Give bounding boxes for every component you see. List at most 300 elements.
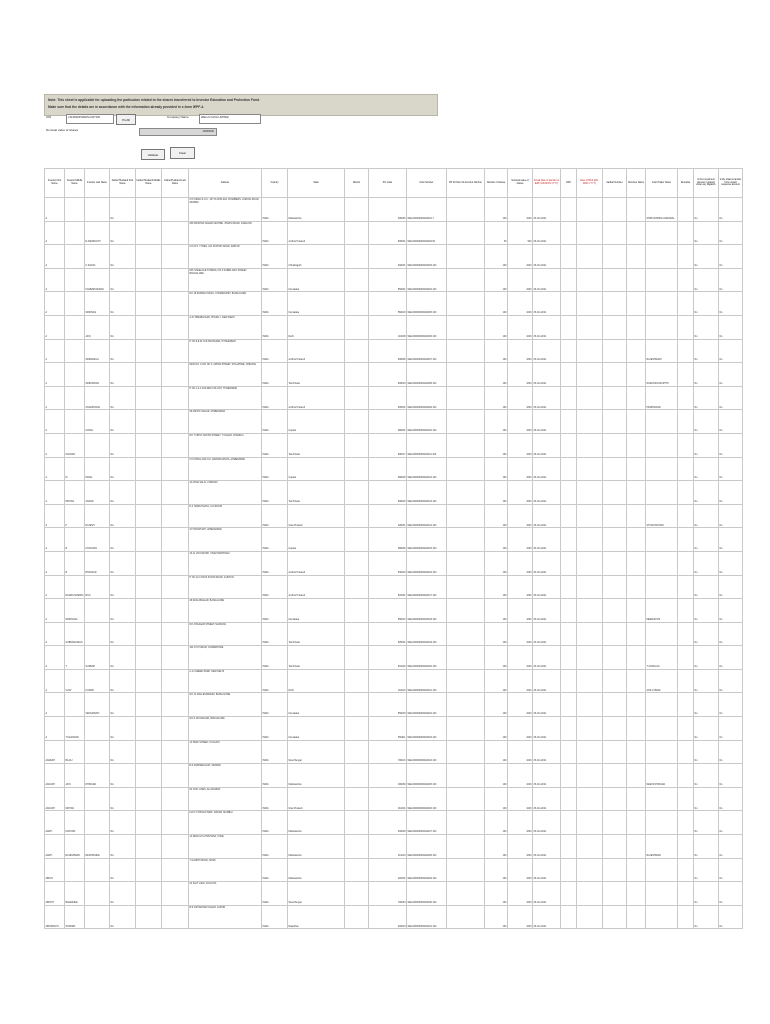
table-cell[interactable]	[561, 599, 577, 623]
table-cell[interactable]: No	[719, 811, 743, 835]
table-cell[interactable]	[627, 599, 646, 623]
table-cell[interactable]	[162, 315, 189, 339]
table-cell[interactable]: 1000	[508, 363, 533, 387]
table-cell[interactable]: INDIA	[262, 504, 288, 528]
table-cell[interactable]	[162, 481, 189, 505]
table-cell[interactable]: 560010	[369, 599, 407, 623]
table-cell[interactable]	[136, 858, 162, 882]
table-cell[interactable]: WEL0000000000A0005 100	[407, 292, 447, 316]
table-cell[interactable]: 25-Oct-2021	[533, 835, 561, 859]
table-cell[interactable]	[345, 504, 369, 528]
table-cell[interactable]: INDIA	[262, 363, 288, 387]
table-cell[interactable]: 25-Oct-2021	[533, 858, 561, 882]
table-cell[interactable]: NA	[110, 646, 136, 670]
table-cell[interactable]	[447, 410, 485, 434]
table-cell[interactable]	[646, 457, 678, 481]
table-cell[interactable]: 48 RAJAJINAGAR, BANGALORE	[189, 599, 262, 623]
table-cell[interactable]: Uttar Pradesh	[288, 504, 345, 528]
table-cell[interactable]	[603, 457, 627, 481]
table-cell[interactable]: 100	[485, 504, 508, 528]
table-cell[interactable]	[65, 410, 85, 434]
table-cell[interactable]	[646, 693, 678, 717]
cin-field[interactable]	[66, 114, 114, 124]
table-cell[interactable]: 1000	[508, 811, 533, 835]
table-cell[interactable]	[136, 457, 162, 481]
table-cell[interactable]	[646, 811, 678, 835]
table-cell[interactable]	[603, 622, 627, 646]
table-cell[interactable]	[577, 622, 603, 646]
table-cell[interactable]: NA	[110, 787, 136, 811]
table-cell[interactable]: NO 3 BAZAAR STREET, MADURAI	[189, 622, 262, 646]
table-cell[interactable]	[447, 693, 485, 717]
table-cell[interactable]: PRABHAKAR	[646, 386, 678, 410]
table-cell[interactable]	[561, 268, 577, 292]
table-cell[interactable]: 100	[485, 481, 508, 505]
table-cell[interactable]: 1000	[508, 575, 533, 599]
table-cell[interactable]	[162, 433, 189, 457]
table-cell[interactable]	[561, 764, 577, 788]
table-cell[interactable]: 7 GANDHI ROAD, NASIK	[189, 858, 262, 882]
table-cell[interactable]	[646, 433, 678, 457]
table-cell[interactable]: INDIA	[262, 292, 288, 316]
table-cell[interactable]: WEL0000000000A0007 100	[407, 339, 447, 363]
table-cell[interactable]: No	[694, 693, 719, 717]
table-cell[interactable]: No	[694, 764, 719, 788]
table-cell[interactable]: 25-Oct-2021	[533, 764, 561, 788]
table-cell[interactable]: 1000	[508, 292, 533, 316]
table-cell[interactable]: No	[694, 905, 719, 929]
table-cell[interactable]	[678, 198, 694, 222]
table-cell[interactable]	[646, 882, 678, 906]
table-cell[interactable]: 560003	[369, 693, 407, 717]
table-cell[interactable]	[577, 386, 603, 410]
table-cell[interactable]: INDIA	[262, 717, 288, 741]
table-cell[interactable]: NA	[110, 740, 136, 764]
table-cell[interactable]: NA	[110, 811, 136, 835]
table-cell[interactable]	[447, 433, 485, 457]
table-cell[interactable]	[85, 198, 110, 222]
table-cell[interactable]: 1000	[508, 905, 533, 929]
table-cell[interactable]: A	[45, 481, 65, 505]
table-cell[interactable]	[627, 835, 646, 859]
table-cell[interactable]	[136, 740, 162, 764]
table-cell[interactable]: NO 8 JAYANAGAR, BANGALORE	[189, 717, 262, 741]
table-cell[interactable]	[85, 717, 110, 741]
table-cell[interactable]: INDIA	[262, 787, 288, 811]
table-cell[interactable]	[627, 198, 646, 222]
table-cell[interactable]	[678, 457, 694, 481]
table-cell[interactable]	[85, 905, 110, 929]
table-cell[interactable]: 25-Oct-2021	[533, 363, 561, 387]
table-cell[interactable]: INDIA	[262, 245, 288, 269]
table-cell[interactable]: R	[65, 528, 85, 552]
table-cell[interactable]	[577, 811, 603, 835]
table-cell[interactable]: 100	[485, 905, 508, 929]
table-cell[interactable]: 25-Oct-2021	[533, 575, 561, 599]
table-cell[interactable]: No	[719, 268, 743, 292]
table-cell[interactable]: WEL0000000000A0014 100	[407, 504, 447, 528]
table-cell[interactable]: 1000	[508, 386, 533, 410]
table-cell[interactable]: 530003	[369, 551, 407, 575]
table-cell[interactable]	[65, 315, 85, 339]
table-cell[interactable]: D-4 HAZRATGANJ, LUCKNOW	[189, 504, 262, 528]
table-cell[interactable]	[577, 717, 603, 741]
table-cell[interactable]: GOPAL	[85, 410, 110, 434]
table-cell[interactable]: 302023	[369, 905, 407, 929]
table-cell[interactable]	[136, 315, 162, 339]
table-cell[interactable]	[136, 481, 162, 505]
table-cell[interactable]: 522001	[369, 575, 407, 599]
table-cell[interactable]: 14 DECCAN GYMKHANA, PUNE	[189, 835, 262, 859]
table-cell[interactable]: 25-Oct-2021	[533, 386, 561, 410]
table-cell[interactable]	[447, 599, 485, 623]
table-cell[interactable]: 560011	[369, 717, 407, 741]
table-cell[interactable]: 100	[485, 363, 508, 387]
table-cell[interactable]: A	[45, 386, 65, 410]
table-cell[interactable]	[603, 528, 627, 552]
table-cell[interactable]: 99 ASHOK NAGAR, AHMEDABAD	[189, 410, 262, 434]
table-cell[interactable]: No	[719, 410, 743, 434]
table-cell[interactable]: NARAYANA MURTHY	[646, 363, 678, 387]
table-cell[interactable]	[627, 268, 646, 292]
table-cell[interactable]: 25-Oct-2021	[533, 811, 561, 835]
table-cell[interactable]	[136, 717, 162, 741]
table-cell[interactable]: WEL0000000000A0011 100	[407, 433, 447, 457]
table-cell[interactable]	[162, 363, 189, 387]
table-cell[interactable]	[627, 622, 646, 646]
table-cell[interactable]	[678, 622, 694, 646]
table-cell[interactable]: A	[45, 292, 65, 316]
table-cell[interactable]	[162, 905, 189, 929]
table-cell[interactable]: 25-Oct-2021	[533, 457, 561, 481]
table-cell[interactable]: R AMARNATH	[85, 221, 110, 245]
table-cell[interactable]	[646, 905, 678, 929]
table-cell[interactable]: 500001	[369, 386, 407, 410]
table-cell[interactable]: 100	[485, 575, 508, 599]
table-cell[interactable]: 100	[485, 669, 508, 693]
table-cell[interactable]: Tamil Nadu	[288, 622, 345, 646]
table-cell[interactable]: A	[45, 268, 65, 292]
table-cell[interactable]	[627, 551, 646, 575]
table-cell[interactable]: 1000	[508, 740, 533, 764]
table-cell[interactable]: No	[719, 905, 743, 929]
table-cell[interactable]: WEL0000000000A0012 100	[407, 457, 447, 481]
table-cell[interactable]	[646, 268, 678, 292]
table-cell[interactable]	[646, 622, 678, 646]
table-cell[interactable]: NEW NO 1 OLD NO 3, APPAR STREET, MYLAPORE, CHENNAI	[189, 363, 262, 387]
table-cell[interactable]	[646, 740, 678, 764]
table-cell[interactable]: No	[694, 528, 719, 552]
table-cell[interactable]: Chhattisgarh	[288, 245, 345, 269]
table-cell[interactable]	[162, 268, 189, 292]
table-cell[interactable]: 100	[485, 528, 508, 552]
table-cell[interactable]: 1000	[508, 693, 533, 717]
table-cell[interactable]: M/S STEELAGE STORES, NO 6 SUBBA RAO STREET, BANGALORE	[189, 268, 262, 292]
table-cell[interactable]: 1000	[508, 858, 533, 882]
table-cell[interactable]: Delhi	[288, 315, 345, 339]
table-cell[interactable]	[136, 905, 162, 929]
table-cell[interactable]: 100	[485, 787, 508, 811]
table-cell[interactable]: 1000	[508, 835, 533, 859]
table-cell[interactable]: A	[45, 339, 65, 363]
table-cell[interactable]: 1000	[508, 433, 533, 457]
table-cell[interactable]: NA	[110, 551, 136, 575]
table-cell[interactable]	[136, 551, 162, 575]
table-cell[interactable]	[577, 481, 603, 505]
table-cell[interactable]	[162, 835, 189, 859]
table-cell[interactable]: No	[694, 787, 719, 811]
table-cell[interactable]	[678, 315, 694, 339]
table-cell[interactable]: NA	[110, 717, 136, 741]
table-cell[interactable]	[136, 528, 162, 552]
table-cell[interactable]: No	[719, 717, 743, 741]
table-cell[interactable]	[136, 693, 162, 717]
table-cell[interactable]: 1000	[508, 528, 533, 552]
table-cell[interactable]	[447, 528, 485, 552]
table-cell[interactable]	[577, 858, 603, 882]
table-cell[interactable]	[561, 717, 577, 741]
table-cell[interactable]	[627, 669, 646, 693]
table-cell[interactable]	[678, 669, 694, 693]
table-cell[interactable]: 1000	[508, 882, 533, 906]
table-cell[interactable]	[561, 646, 577, 670]
table-cell[interactable]: AARTI	[45, 835, 65, 859]
table-cell[interactable]: NA	[110, 504, 136, 528]
table-cell[interactable]	[345, 528, 369, 552]
table-cell[interactable]	[678, 528, 694, 552]
table-cell[interactable]	[345, 433, 369, 457]
table-cell[interactable]: 600004	[369, 363, 407, 387]
table-cell[interactable]: NA	[110, 268, 136, 292]
table-cell[interactable]: 25-Oct-2021	[533, 245, 561, 269]
table-cell[interactable]: NA	[110, 481, 136, 505]
table-cell[interactable]	[577, 740, 603, 764]
table-cell[interactable]: A	[45, 551, 65, 575]
table-cell[interactable]: No	[719, 599, 743, 623]
table-cell[interactable]	[561, 693, 577, 717]
table-cell[interactable]	[577, 882, 603, 906]
table-cell[interactable]	[678, 363, 694, 387]
table-cell[interactable]: INDIA	[262, 622, 288, 646]
table-cell[interactable]	[627, 528, 646, 552]
table-cell[interactable]: INDIA	[262, 528, 288, 552]
table-cell[interactable]: 52 CIVIL LINES, ALLAHABAD	[189, 787, 262, 811]
table-cell[interactable]	[162, 882, 189, 906]
table-cell[interactable]: SRIRAMULU	[85, 339, 110, 363]
table-cell[interactable]	[85, 858, 110, 882]
table-cell[interactable]: 1000	[508, 410, 533, 434]
table-cell[interactable]: 16-11 VIJAYAPURI, VISAKHAPATNAM	[189, 551, 262, 575]
table-cell[interactable]: 22 SALT LAKE, KOLKATA	[189, 882, 262, 906]
table-cell[interactable]: 25-Oct-2021	[533, 481, 561, 505]
table-cell[interactable]: Maharashtra	[288, 858, 345, 882]
table-cell[interactable]: AAKASH	[45, 787, 65, 811]
table-cell[interactable]: 400069	[369, 764, 407, 788]
table-cell[interactable]: ANAND	[85, 481, 110, 505]
table-cell[interactable]	[646, 551, 678, 575]
table-cell[interactable]: 25-Oct-2021	[533, 504, 561, 528]
table-cell[interactable]: INDIA	[262, 457, 288, 481]
table-cell[interactable]: 560018	[369, 292, 407, 316]
table-cell[interactable]: SHARMA	[65, 905, 85, 929]
table-cell[interactable]	[345, 787, 369, 811]
table-cell[interactable]: WEL0000000000A0022 100	[407, 693, 447, 717]
table-cell[interactable]	[678, 245, 694, 269]
table-cell[interactable]: Maharashtra	[288, 811, 345, 835]
table-cell[interactable]: 1000	[508, 245, 533, 269]
table-cell[interactable]: WEL0000000000A0001 1	[407, 198, 447, 222]
table-cell[interactable]	[646, 245, 678, 269]
table-cell[interactable]: 400028	[369, 811, 407, 835]
table-cell[interactable]	[627, 386, 646, 410]
table-cell[interactable]: 25-Oct-2021	[533, 905, 561, 929]
table-cell[interactable]	[85, 811, 110, 835]
table-cell[interactable]	[162, 575, 189, 599]
table-cell[interactable]	[345, 882, 369, 906]
table-cell[interactable]: 25-Oct-2021	[533, 693, 561, 717]
table-cell[interactable]	[678, 504, 694, 528]
table-cell[interactable]: No	[719, 835, 743, 859]
table-cell[interactable]	[603, 504, 627, 528]
table-cell[interactable]	[136, 292, 162, 316]
table-cell[interactable]	[447, 811, 485, 835]
table-cell[interactable]	[136, 764, 162, 788]
table-cell[interactable]: No	[694, 669, 719, 693]
table-cell[interactable]: NA	[110, 882, 136, 906]
table-cell[interactable]	[136, 433, 162, 457]
table-cell[interactable]	[627, 858, 646, 882]
table-cell[interactable]: 100	[485, 717, 508, 741]
table-cell[interactable]	[561, 858, 577, 882]
table-cell[interactable]	[603, 268, 627, 292]
table-cell[interactable]	[345, 457, 369, 481]
table-cell[interactable]	[561, 410, 577, 434]
table-cell[interactable]	[603, 292, 627, 316]
table-cell[interactable]: No	[694, 268, 719, 292]
table-cell[interactable]: C/O PATEL AND CO, NAVRANGPURA, AHMEDABAD	[189, 457, 262, 481]
table-cell[interactable]	[577, 835, 603, 859]
table-cell[interactable]: No	[719, 693, 743, 717]
table-cell[interactable]	[627, 787, 646, 811]
table-cell[interactable]	[345, 717, 369, 741]
table-cell[interactable]: 1000	[508, 457, 533, 481]
table-cell[interactable]: 500	[508, 221, 533, 245]
table-cell[interactable]	[603, 599, 627, 623]
table-cell[interactable]: KUMAR	[85, 669, 110, 693]
table-cell[interactable]: Andhra Pradesh	[288, 575, 345, 599]
table-cell[interactable]	[345, 363, 369, 387]
table-cell[interactable]: P	[65, 504, 85, 528]
table-cell[interactable]	[345, 740, 369, 764]
table-cell[interactable]: INDIA	[262, 811, 288, 835]
table-cell[interactable]	[561, 528, 577, 552]
table-cell[interactable]	[577, 575, 603, 599]
table-cell[interactable]	[678, 835, 694, 859]
nominal-field[interactable]	[139, 128, 217, 136]
table-cell[interactable]: No	[719, 858, 743, 882]
table-cell[interactable]	[577, 528, 603, 552]
table-cell[interactable]: NA	[110, 386, 136, 410]
table-cell[interactable]: A	[45, 717, 65, 741]
table-cell[interactable]: 1000	[508, 551, 533, 575]
table-cell[interactable]: 1000	[508, 764, 533, 788]
table-cell[interactable]	[162, 221, 189, 245]
table-cell[interactable]: No	[719, 882, 743, 906]
table-cell[interactable]	[65, 245, 85, 269]
table-cell[interactable]	[345, 646, 369, 670]
table-cell[interactable]: No	[719, 764, 743, 788]
table-cell[interactable]	[678, 292, 694, 316]
table-cell[interactable]: No	[694, 504, 719, 528]
table-cell[interactable]: WEL0000000000A0030 100	[407, 882, 447, 906]
table-cell[interactable]: Karnataka	[288, 268, 345, 292]
table-cell[interactable]: WEL0000000000A0002 50	[407, 221, 447, 245]
table-cell[interactable]	[627, 764, 646, 788]
table-cell[interactable]	[65, 339, 85, 363]
table-cell[interactable]	[646, 528, 678, 552]
table-cell[interactable]: West Bengal	[288, 882, 345, 906]
table-cell[interactable]: VIJAY	[65, 669, 85, 693]
table-cell[interactable]: No	[719, 787, 743, 811]
table-cell[interactable]	[603, 315, 627, 339]
table-cell[interactable]: 12 PARK STREET, KOLKATA	[189, 740, 262, 764]
table-cell[interactable]	[577, 315, 603, 339]
table-cell[interactable]: C/O R.S. TYRES, 104 STATION ROAD, RAIPUR	[189, 245, 262, 269]
table-cell[interactable]	[561, 835, 577, 859]
table-cell[interactable]: 100	[485, 858, 508, 882]
table-cell[interactable]	[345, 551, 369, 575]
table-cell[interactable]	[162, 764, 189, 788]
table-cell[interactable]	[561, 198, 577, 222]
table-cell[interactable]	[627, 717, 646, 741]
table-cell[interactable]	[603, 882, 627, 906]
table-cell[interactable]	[577, 646, 603, 670]
table-cell[interactable]: No	[694, 339, 719, 363]
table-cell[interactable]	[577, 504, 603, 528]
table-cell[interactable]	[447, 717, 485, 741]
table-cell[interactable]: 25-Oct-2021	[533, 551, 561, 575]
table-cell[interactable]: 4/7 PANCHVATI, AHMEDABAD	[189, 528, 262, 552]
table-cell[interactable]	[561, 363, 577, 387]
table-cell[interactable]: ANNAPURNA	[85, 386, 110, 410]
table-cell[interactable]: No	[719, 433, 743, 457]
table-cell[interactable]	[162, 457, 189, 481]
table-cell[interactable]	[447, 268, 485, 292]
table-cell[interactable]: NA	[110, 339, 136, 363]
table-cell[interactable]: NA	[110, 764, 136, 788]
table-cell[interactable]	[162, 198, 189, 222]
table-cell[interactable]	[345, 292, 369, 316]
table-cell[interactable]: No	[719, 363, 743, 387]
table-cell[interactable]: 1000	[508, 787, 533, 811]
table-cell[interactable]	[162, 811, 189, 835]
table-cell[interactable]	[678, 858, 694, 882]
table-cell[interactable]: 100	[485, 315, 508, 339]
table-cell[interactable]	[162, 528, 189, 552]
table-cell[interactable]: No	[719, 669, 743, 693]
table-cell[interactable]: No	[719, 292, 743, 316]
table-cell[interactable]: AAKASH	[45, 764, 65, 788]
table-cell[interactable]: Andhra Pradesh	[288, 221, 345, 245]
table-cell[interactable]	[561, 575, 577, 599]
table-cell[interactable]: 100	[485, 433, 508, 457]
table-cell[interactable]	[447, 740, 485, 764]
table-cell[interactable]: 211001	[369, 787, 407, 811]
table-cell[interactable]: Gujarat	[288, 528, 345, 552]
table-cell[interactable]	[646, 410, 678, 434]
table-cell[interactable]: No	[719, 386, 743, 410]
table-cell[interactable]: No	[694, 221, 719, 245]
